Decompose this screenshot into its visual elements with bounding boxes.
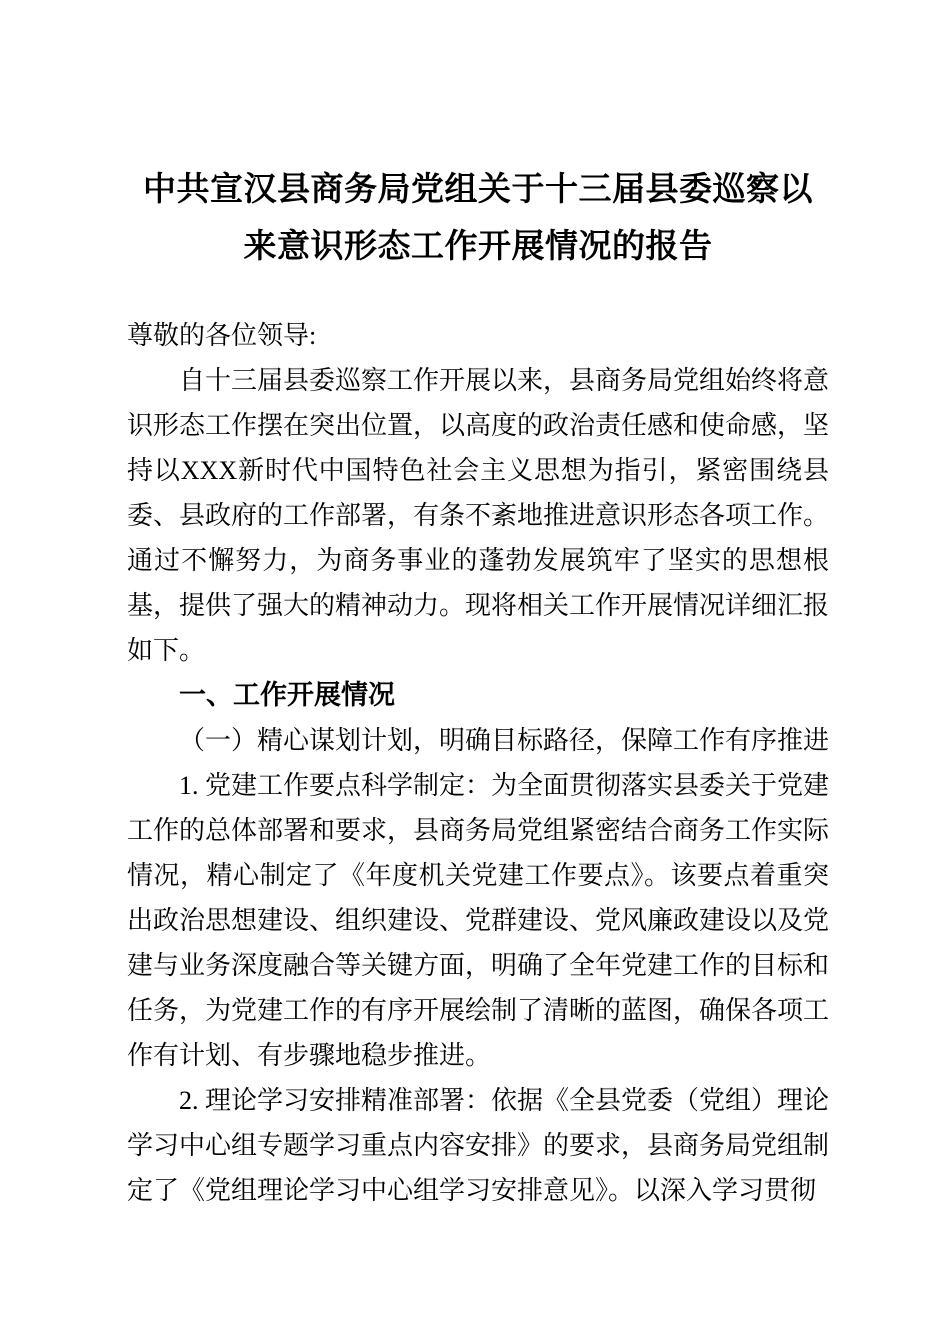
subsection-heading-planning: （一）精心谋划计划，明确目标路径，保障工作有序推进 [179,726,830,755]
document-title: 中共宣汉县商务局党组关于十三届县委巡察以来意识形态工作开展情况的报告 [143,172,813,265]
item1-paragraph-party-building-points: 1. 党建工作要点科学制定：为全面贯彻落实县委关于党建工作的总体部署和要求，县商务局党组紧密结合商务工作实际情况，精心制定了《年度机关党建工作要点》。该要点着重突出政治思想建设、组织建设、党群建设、党风廉政建设以及党建与业务深度融合等关键方面，明确了全年党建工作的目标和任务，为党建工作的有序开展绘制了清晰的蓝图，确保各项工作有计划、有步骤地稳步推进。 [127,771,830,1070]
item2-paragraph-theory-study: 2. 理论学习安排精准部署：依据《全县党委（党组）理论学习中心组专题学习重点内容安排》的要求，县商务局党组制定了《党组理论学习中心组学习安排意见》。以深入学习贯彻 [127,1086,830,1205]
section-heading-work-progress: 一、工作开展情况 [179,680,395,710]
salutation: 尊敬的各位领导: [127,321,317,350]
intro-paragraph: 自十三届县委巡察工作开展以来，县商务局党组始终将意识形态工作摆在突出位置，以高度的政治责任感和使命感，坚持以XXX新时代中国特色社会主义思想为指引，紧密围绕县委、县政府的工作部署，有条不紊地推进意识形态各项工作。通过不懈努力，为商务事业的蓬勃发展筑牢了坚实的思想根基，提供了强大的精神动力。现将相关工作开展情况详细汇报如下。 [127,366,830,665]
